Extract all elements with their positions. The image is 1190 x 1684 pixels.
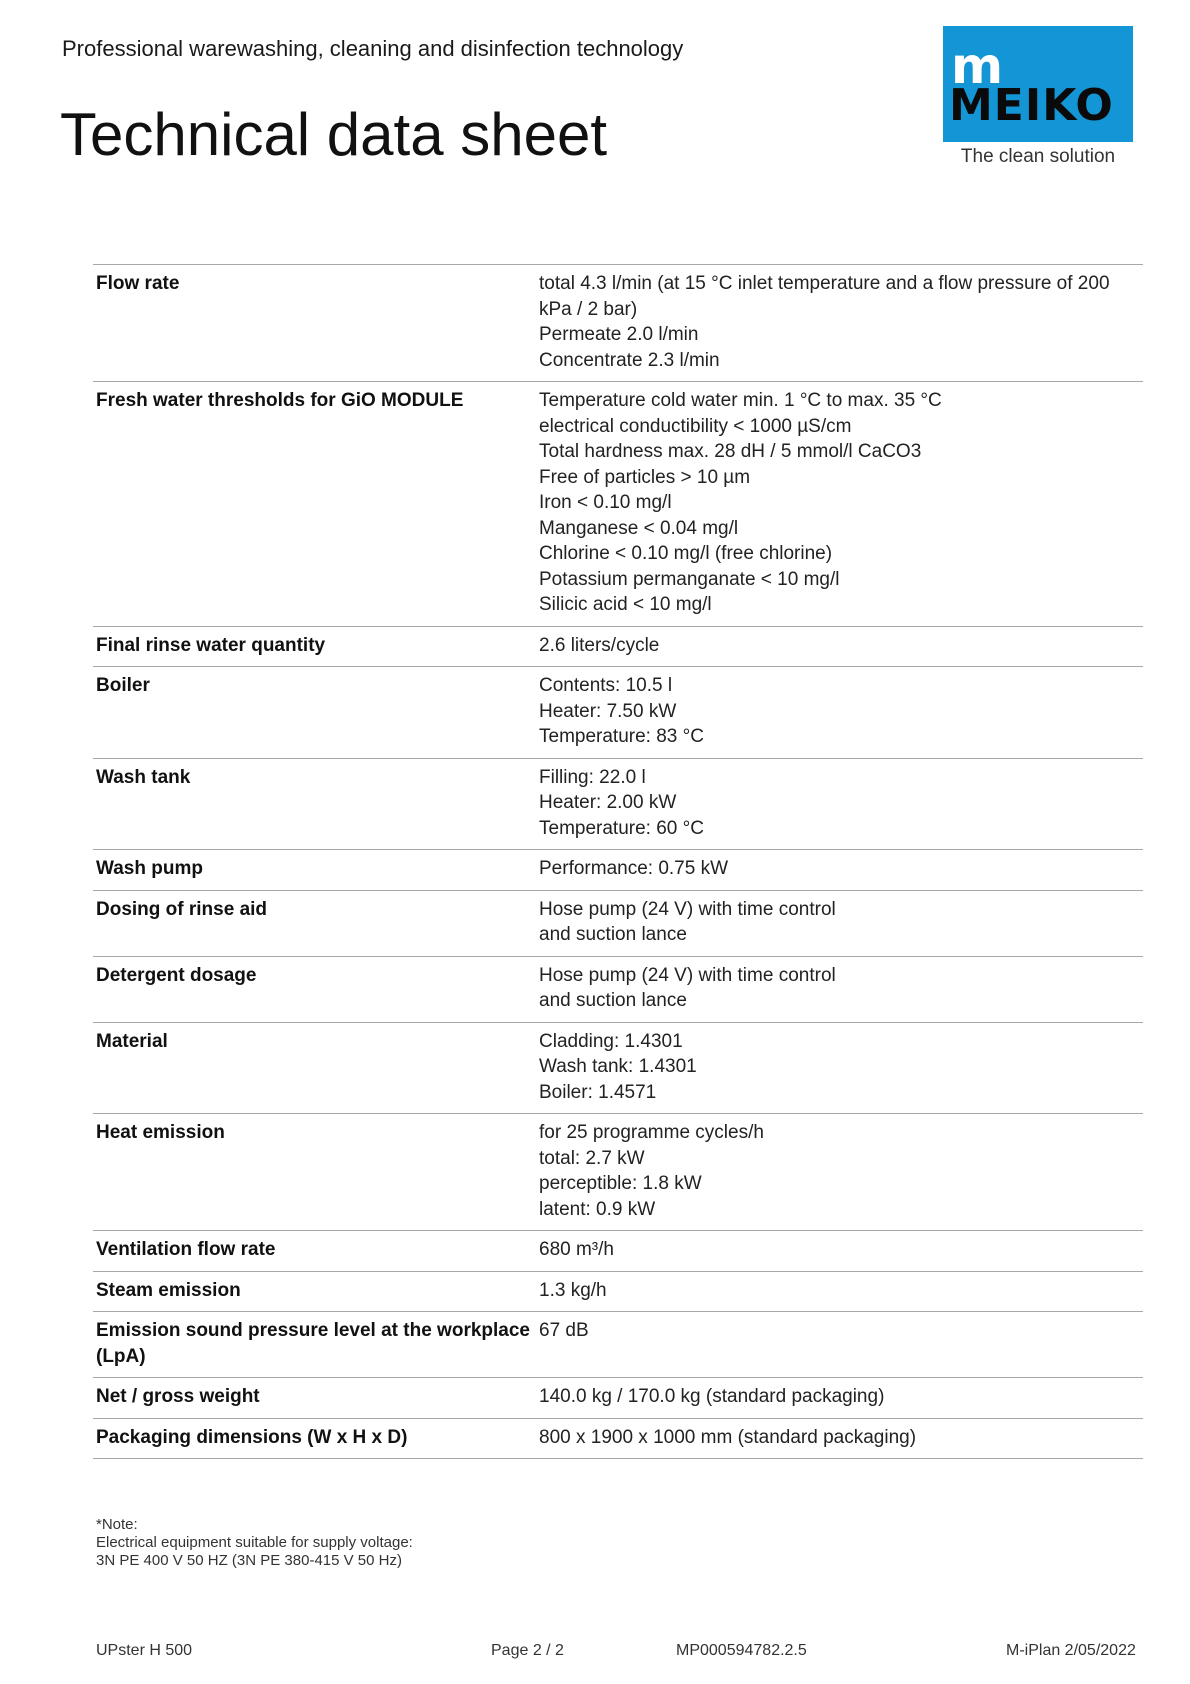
spec-value <box>536 667 1143 759</box>
spec-value-line: Permeate 2.0 l/min <box>539 324 699 345</box>
spec-value <box>536 1114 1143 1231</box>
spec-value <box>536 758 1143 850</box>
spec-label: Flow rate <box>96 273 180 294</box>
spec-value-line: Wash tank: 1.4301 <box>539 1056 697 1077</box>
spec-value-line: Contents: 10.5 l <box>539 675 673 696</box>
spec-row <box>93 1114 1143 1231</box>
spec-row <box>93 1312 1143 1378</box>
spec-row <box>93 667 1143 759</box>
spec-value-line: 680 m³/h <box>539 1239 614 1260</box>
spec-row <box>93 382 1143 627</box>
spec-value <box>536 890 1143 956</box>
spec-label: Boiler <box>96 675 150 696</box>
spec-value-line: total 4.3 l/min (at 15 °C inlet temperature and a flow pressure of 200 kPa / 2 bar) <box>539 273 1110 320</box>
spec-value-line: Temperature: 60 °C <box>539 817 704 839</box>
footer-model: UPster H 500 <box>96 1642 193 1659</box>
spec-label: Fresh water thresholds for GiO MODULE <box>96 390 464 411</box>
spec-label: Final rinse water quantity <box>96 634 326 656</box>
spec-label: Ventilation flow rate <box>96 1239 276 1260</box>
spec-value-line: electrical conductibility < 1000 µS/cm <box>539 415 852 437</box>
spec-value-line: Hose pump (24 V) with time control <box>539 898 836 920</box>
spec-value-line: 140.0 kg / 170.0 kg (standard packaging) <box>539 1386 885 1407</box>
spec-value-line: Concentrate 2.3 l/min <box>539 349 720 371</box>
spec-row <box>93 1378 1143 1419</box>
spec-value-line: and suction lance <box>539 990 687 1011</box>
spec-label: Steam emission <box>96 1279 241 1301</box>
spec-value <box>536 850 1143 891</box>
spec-value-line: latent: 0.9 kW <box>539 1198 656 1220</box>
spec-value-line: for 25 programme cycles/h <box>539 1122 764 1143</box>
spec-value-line: Filling: 22.0 l <box>539 766 646 788</box>
page-title: Technical data sheet <box>60 101 608 168</box>
spec-value-line: Silicic acid < 10 mg/l <box>539 594 712 615</box>
spec-value-line: perceptible: 1.8 kW <box>539 1173 702 1194</box>
spec-label: Dosing of rinse aid <box>96 898 268 920</box>
spec-value-line: total: 2.7 kW <box>539 1147 645 1169</box>
logo-slogan: The clean solution <box>960 146 1116 167</box>
note <box>96 1516 413 1570</box>
spec-row <box>93 1271 1143 1312</box>
spec-value-line: 2.6 liters/cycle <box>539 634 660 656</box>
spec-value-line: Chlorine < 0.10 mg/l (free chlorine) <box>539 543 833 564</box>
spec-row <box>93 265 1143 382</box>
spec-value <box>536 1022 1143 1114</box>
spec-label: Emission sound pressure level at the workplace (LpA) <box>96 1320 530 1367</box>
spec-value-line: Total hardness max. 28 dH / 5 mmol/l CaCO3 <box>539 441 922 462</box>
spec-row <box>93 1418 1143 1459</box>
spec-value-line: 67 dB <box>539 1320 589 1341</box>
spec-value <box>536 382 1143 627</box>
spec-value-line: Potassium permanganate < 10 mg/l <box>539 568 840 590</box>
spec-value-line: 1.3 kg/h <box>539 1279 607 1301</box>
spec-value <box>536 626 1143 667</box>
spec-value <box>536 1271 1143 1312</box>
spec-row <box>93 890 1143 956</box>
spec-value <box>536 1378 1143 1419</box>
spec-value-line: Cladding: 1.4301 <box>539 1030 683 1052</box>
spec-row <box>93 758 1143 850</box>
spec-row <box>93 1022 1143 1114</box>
spec-label: Wash tank <box>96 766 191 788</box>
spec-value-line: and suction lance <box>539 924 687 945</box>
spec-value-line: Heater: 2.00 kW <box>539 792 677 813</box>
spec-row <box>93 626 1143 667</box>
spec-row <box>93 956 1143 1022</box>
spec-value <box>536 1231 1143 1272</box>
spec-row <box>93 1231 1143 1272</box>
spec-value <box>536 1418 1143 1459</box>
spec-value-line: Boiler: 1.4571 <box>539 1081 657 1103</box>
footer-date: M-iPlan 2/05/2022 <box>1006 1642 1136 1659</box>
spec-value-line: Iron < 0.10 mg/l <box>539 492 672 513</box>
spec-value-line: Manganese < 0.04 mg/l <box>539 517 739 539</box>
note-heading: *Note: <box>96 1516 138 1533</box>
logo-box <box>943 26 1133 142</box>
spec-value-line: Free of particles > 10 µm <box>539 466 751 488</box>
note-line-1: Electrical equipment suitable for supply voltage: <box>96 1534 413 1551</box>
spec-label: Net / gross weight <box>96 1386 260 1407</box>
spec-value-line: 800 x 1900 x 1000 mm (standard packaging) <box>539 1426 917 1448</box>
meiko-logo <box>943 26 1133 168</box>
note-line-2: 3N PE 400 V 50 HZ (3N PE 380-415 V 50 Hz) <box>96 1552 402 1569</box>
spec-label: Detergent dosage <box>96 964 257 986</box>
spec-row <box>93 850 1143 891</box>
spec-label: Packaging dimensions (W x H x D) <box>96 1426 408 1448</box>
logo-mark: m <box>951 37 1004 95</box>
spec-table <box>93 264 1143 1459</box>
spec-label: Material <box>96 1030 168 1052</box>
footer-page: Page 2 / 2 <box>491 1642 564 1659</box>
header-tagline: Professional warewashing, cleaning and disinfection technology <box>62 36 684 61</box>
spec-label: Heat emission <box>96 1122 225 1143</box>
logo-wordmark: MEIKO <box>949 80 1114 131</box>
spec-value-line: Temperature: 83 °C <box>539 726 704 747</box>
spec-value-line: Performance: 0.75 kW <box>539 858 729 879</box>
spec-value <box>536 1312 1143 1378</box>
spec-value-line: Temperature cold water min. 1 °C to max. 35 °C <box>539 390 942 411</box>
spec-value <box>536 265 1143 382</box>
spec-value-line: Hose pump (24 V) with time control <box>539 964 836 986</box>
spec-value-line: Heater: 7.50 kW <box>539 700 677 722</box>
spec-value <box>536 956 1143 1022</box>
footer-doc-id: MP000594782.2.5 <box>676 1642 807 1659</box>
spec-label: Wash pump <box>96 858 203 879</box>
